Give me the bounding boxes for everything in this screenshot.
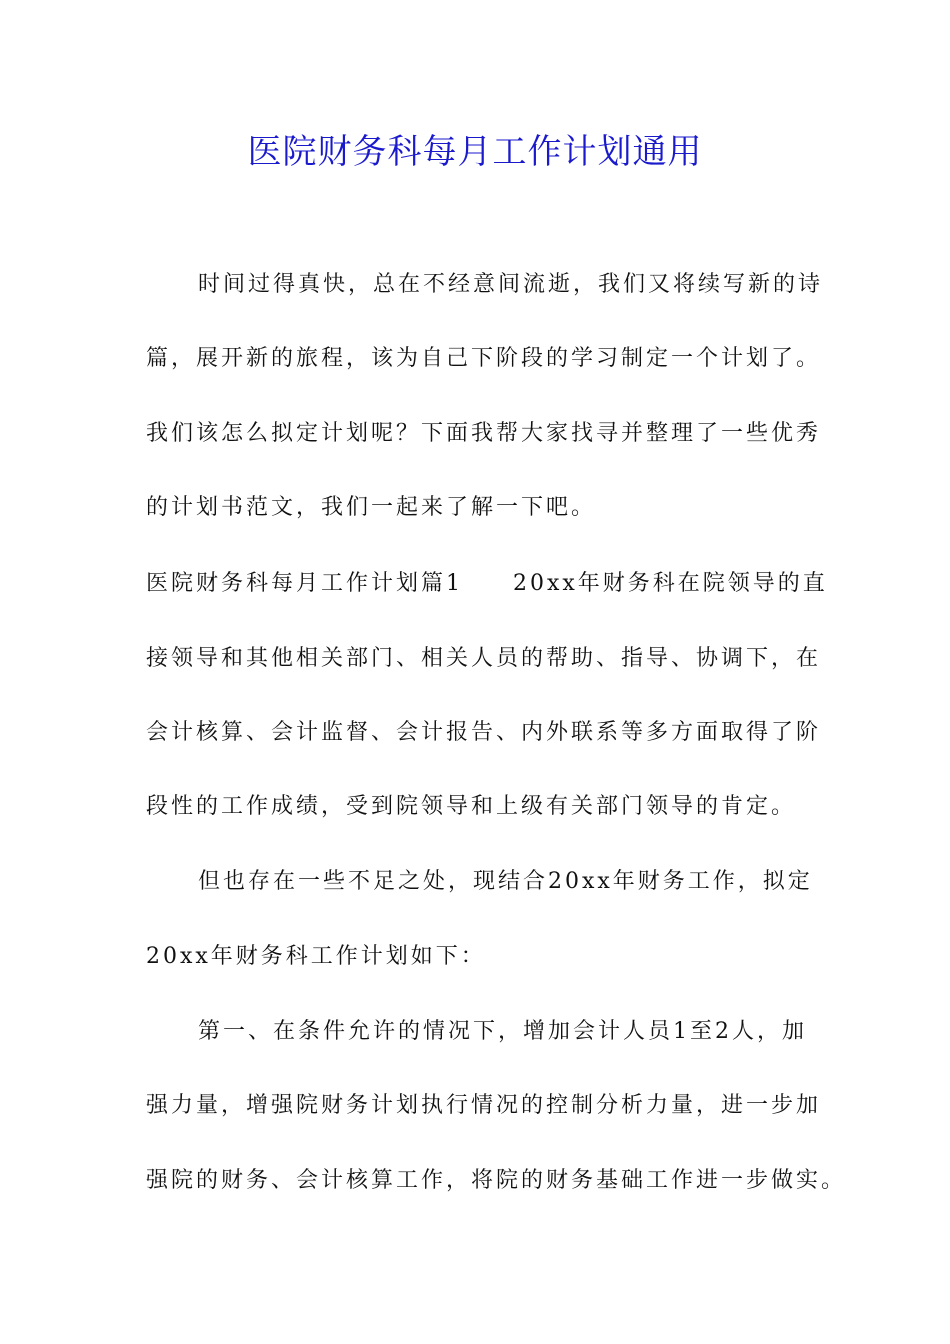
paragraph-line: 强力量，增强院财务计划执行情况的控制分析力量，进一步加 <box>146 1093 822 1118</box>
paragraph-line: 第一、在条件允许的情况下，增加会计人员1至2人，加 <box>198 1019 807 1044</box>
paragraph-line: 篇，展开新的旅程，该为自己下阶段的学习制定一个计划了。 <box>146 346 822 371</box>
document-title: 医院财务科每月工作计划通用 <box>247 132 703 172</box>
paragraph-line: 段性的工作成绩，受到院领导和上级有关部门领导的肯定。 <box>146 794 797 819</box>
paragraph-line: 20xx年财务科工作计划如下： <box>146 944 486 969</box>
paragraph-line: 强院的财务、会计核算工作，将院的财务基础工作进一步做实。 <box>146 1168 847 1193</box>
paragraph-line: 但也存在一些不足之处，现结合20xx年财务工作，拟定 <box>198 869 813 894</box>
paragraph-line: 接领导和其他相关部门、相关人员的帮助、指导、协调下，在 <box>146 646 822 671</box>
section-heading-line: 医院财务科每月工作计划篇1 20xx年财务科在院领导的直 <box>146 571 828 596</box>
paragraph-line: 会计核算、会计监督、会计报告、内外联系等多方面取得了阶 <box>146 720 822 745</box>
paragraph-line: 时间过得真快，总在不经意间流逝，我们又将续写新的诗 <box>198 272 824 297</box>
paragraph-line: 的计划书范文，我们一起来了解一下吧。 <box>146 495 597 520</box>
paragraph-line: 我们该怎么拟定计划呢？下面我帮大家找寻并整理了一些优秀 <box>146 421 822 446</box>
